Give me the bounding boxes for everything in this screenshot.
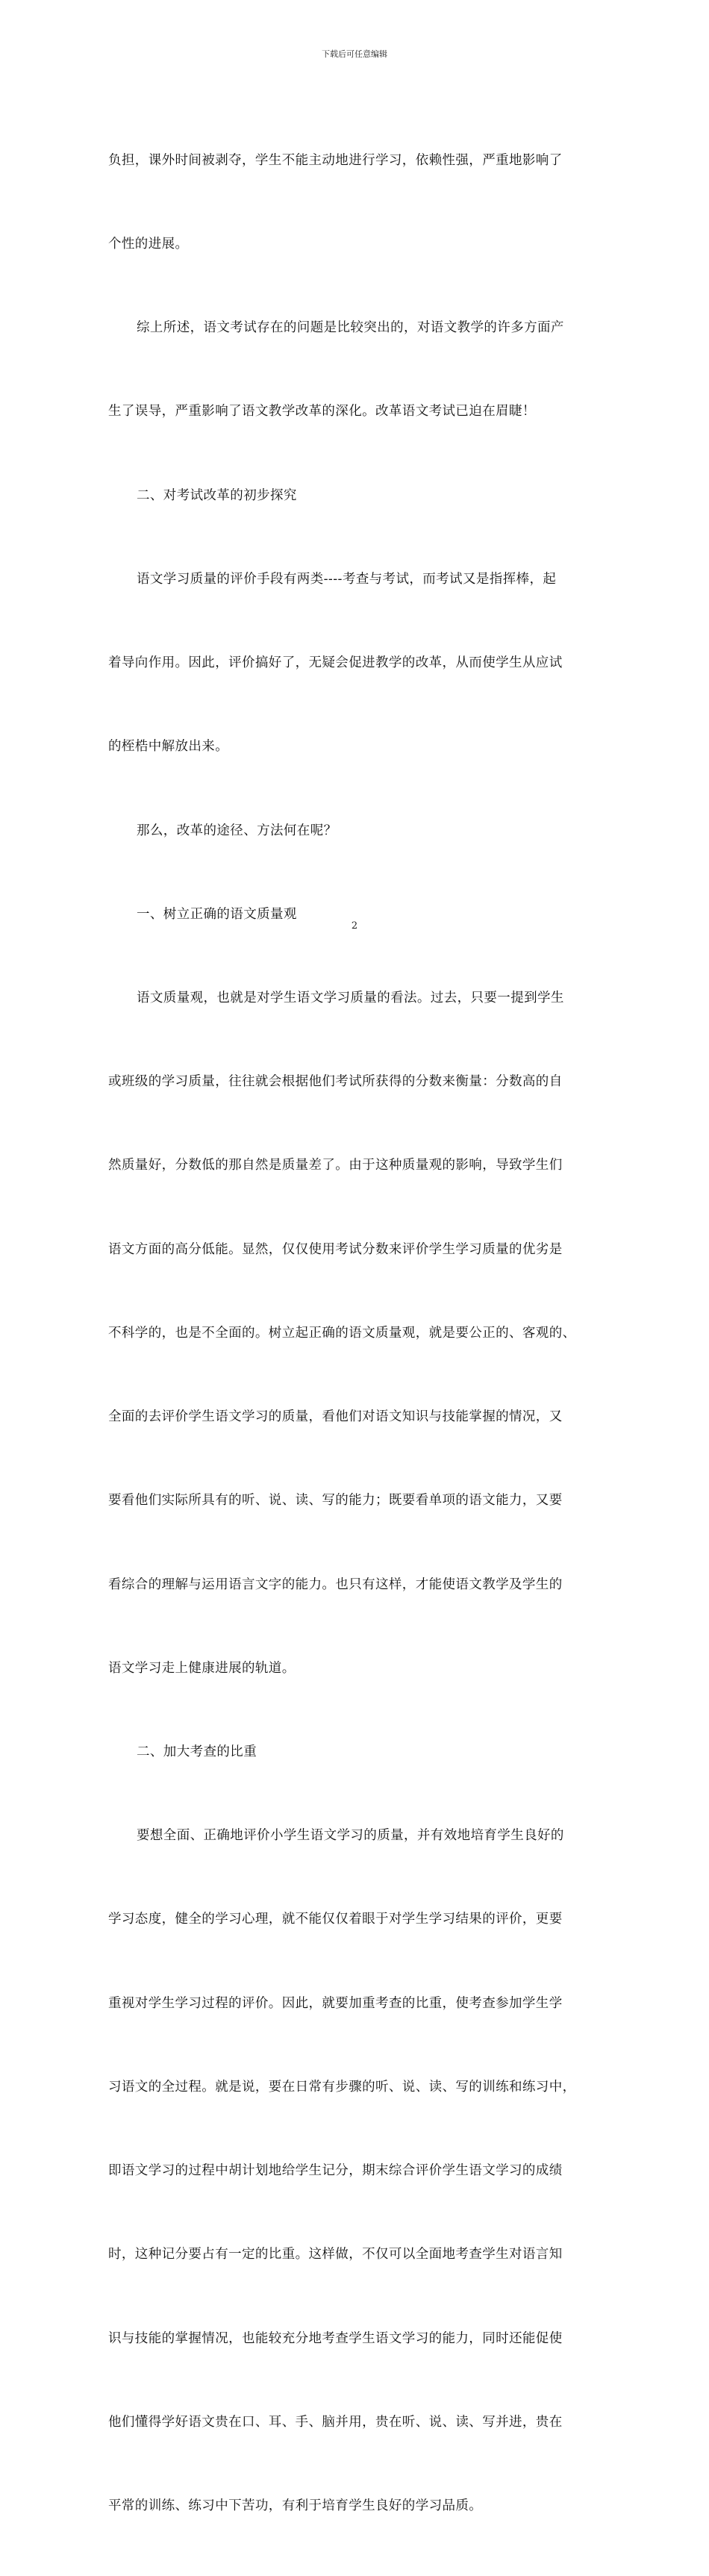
text-line: 语文学习走上健康进展的轨道。: [108, 1660, 296, 1676]
text-line: 学习态度，健全的学习心理，就不能仅仅着眼于对学生学习结果的评价，更要: [108, 1912, 563, 1927]
section-heading: 二、对考试改革的初步探究: [137, 487, 297, 503]
text-line: 综上所述，语文考试存在的问题是比较突出的，对语文教学的许多方面产: [137, 320, 564, 336]
text-line: 他们懂得学好语文贵在口、耳、手、脑并用，贵在听、说、读、写并进，贵在: [108, 2414, 563, 2430]
text-line: 要看他们实际所具有的听、说、读、写的能力；既要看单项的语文能力，又要: [108, 1493, 563, 1509]
text-line: 全面的去评价学生语文学习的质量，看他们对语文知识与技能掌握的情况，又: [108, 1409, 563, 1425]
text-line: 识与技能的掌握情况，也能较充分地考查学生语文学习的能力，同时还能促使: [108, 2330, 563, 2346]
text-line: 平常的训练、练习中下苦功，有利于培育学生良好的学习品质。: [108, 2498, 483, 2513]
text-line: 负担，课外时间被剥夺，学生不能主动地进行学习，依赖性强，严重地影响了: [108, 152, 563, 168]
body-text: [108, 91, 604, 2576]
section-heading: 一、树立正确的语文质量观: [137, 906, 297, 922]
text-line: 生了误导，严重影响了语文教学改革的深化。改革语文考试已迫在眉睫！: [108, 404, 536, 420]
text-line: 个性的进展。: [108, 237, 189, 252]
text-line: 语文方面的高分低能。显然，仅仅使用考试分数来评价学生学习质量的优劣是: [108, 1241, 563, 1257]
text-line: 着导向作用。因此，评价搞好了，无疑会促进教学的改革，从而使学生从应试: [108, 655, 563, 671]
text-line: 语文质量观，也就是对学生语文学习质量的看法。过去，只要一提到学生: [137, 991, 564, 1005]
document-body: [108, 91, 604, 2576]
text-line: 即语文学习的过程中胡计划地给学生记分，期末综合评价学生语文学习的成绩: [108, 2163, 563, 2179]
page-number: 2: [351, 920, 358, 932]
text-line: 要想全面、正确地评价小学生语文学习的质量，并有效地培育学生良好的: [137, 1828, 564, 1844]
text-line: 语文学习质量的评价手段有两类----考查与考试，而考试又是指挥棒，起: [137, 571, 557, 587]
text-line: 或班级的学习质量，往往就会根据他们考试所获得的分数来衡量：分数高的自: [108, 1074, 563, 1090]
text-line: 不科学的，也是不全面的。树立起正确的语文质量观，就是要公正的、客观的、: [108, 1325, 576, 1341]
page-header: 下载后可任意编辑: [322, 49, 387, 59]
text-line: 习语文的全过程。就是说，要在日常有步骤的听、说、读、写的训练和练习中，: [108, 2079, 576, 2095]
text-line: 重视对学生学习过程的评价。因此，就要加重考查的比重，使考查参加学生学: [108, 1995, 563, 2011]
text-line: 的桎梏中解放出来。: [108, 739, 229, 755]
text-line: 时，这种记分要占有一定的比重。这样做，不仅可以全面地考查学生对语言知: [108, 2247, 563, 2262]
text-line: 然质量好，分数低的那自然是质量差了。由于这种质量观的影响，导致学生们: [108, 1158, 563, 1173]
text-line: 看综合的理解与运用语言文字的能力。也只有这样，才能使语文教学及学生的: [108, 1577, 563, 1592]
section-heading: 二、加大考查的比重: [137, 1744, 257, 1759]
text-line: 那么，改革的途径、方法何在呢？: [137, 823, 337, 838]
